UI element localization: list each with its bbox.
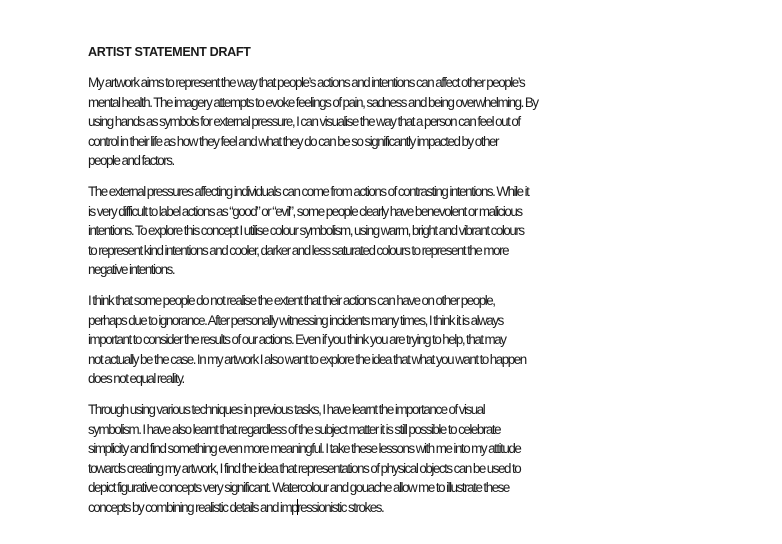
paragraph-4[interactable] [88, 400, 768, 518]
text-line: control in their life as how they feel and what they do can be so significantly impacted by other [88, 133, 498, 149]
text-line: simplicity and find something even more meaningful. I take these lessons with me into my attitude [88, 441, 521, 457]
text-line: people and factors. [88, 153, 174, 169]
text-line: My artwork aims to represent the way that people’s actions and intentions can affect other people’s [88, 75, 525, 90]
document-page[interactable] [88, 42, 768, 528]
text-line: important to consider the results of our actions. Even if you think you are trying to help, that may [88, 332, 506, 348]
text-line: is very difficult to label actions as “good” or “evil”, some people clearly have benevolent or malicious [88, 203, 522, 219]
text-line: to represent kind intentions and cooler, darker and less saturated colours to represent the more [88, 242, 509, 258]
text-line: I think that some people do not realise the extent that their actions can have on other people, [88, 292, 495, 308]
text-line: negative intentions. [88, 262, 175, 278]
document-title: ARTIST STATEMENT DRAFT [88, 45, 251, 59]
text-line: does not equal reality. [88, 371, 184, 387]
text-line: symbolism. I have also learnt that regardless of the subject matter it is still possible to celebrate [88, 421, 501, 437]
paragraph-3[interactable] [88, 291, 768, 389]
text-line: The external pressures affecting individuals can come from actions of contrasting intentions. While it [88, 183, 529, 199]
paragraph-2[interactable] [88, 182, 768, 280]
text-line: intentions. To explore this concept I utilise colour symbolism, using warm, bright and vibrant colours [88, 223, 524, 239]
text-line-with-cursor [88, 498, 768, 518]
text-line: depict figurative concepts very significant. Watercolour and gouache allow me to illustrate these [88, 480, 509, 496]
text-line: Through using various techniques in previous tasks, I have learnt the importance of visual [88, 401, 485, 417]
text-before-cursor: concepts by combining realistic details and imp [88, 499, 298, 515]
text-line: using hands as symbols for external pressure, I can visualise the way that a person can feel out of [88, 114, 520, 130]
text-line: mental health. The imagery attempts to evoke feelings of pain, sadness and being overwhelming. By [88, 94, 538, 110]
text-after-cursor: ressionistic strokes. [297, 499, 384, 515]
text-line: towards creating my artwork, I find the idea that representations of physical objects can be used to [88, 460, 521, 476]
text-line: perhaps due to ignorance. After personally witnessing incidents many times, I think it is always [88, 312, 503, 328]
paragraph-1[interactable] [88, 73, 768, 171]
text-line: not actually be the case. In my artwork I also want to explore the idea that what you want to happen [88, 351, 526, 367]
